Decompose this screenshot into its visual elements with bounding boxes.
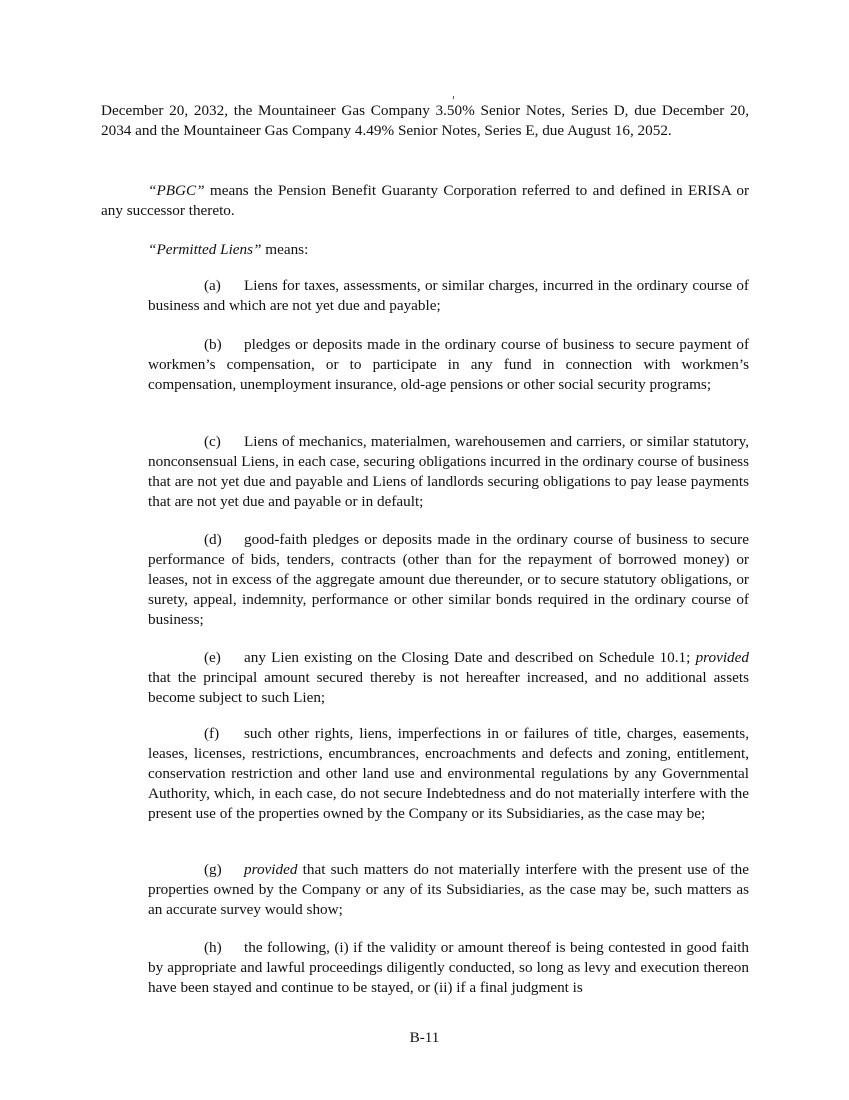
list-item-c [148,432,749,512]
continuation-paragraph: December 20, 2032, the Mountaineer Gas Company 3.50% Senior Notes, Series D, due December 20, 2034 and the Mountaineer Gas Company 4.49% Senior Notes, Series E, due August 16, 2052. [101,102,749,139]
item-label: (g) [204,861,222,878]
item-label: (d) [204,531,222,548]
item-text: good-faith pledges or deposits made in the ordinary course of business to secure performance of bids, tenders, contracts (other than for the repayment of borrowed money) or leases, not in excess of the aggregate amount due thereunder, or to secure statutory obligations, or surety, appeal, indemnity, performance or other similar bonds required in the ordinary course of business; [148,531,749,628]
list-item-h [148,938,749,998]
item-text-continued: that such matters do not materially interfere with the present use of the properties owned by the Company or any of its Subsidiaries, as the case may be, such matters as an accurate survey would show; [148,861,749,918]
page-number: B-11 [409,1029,440,1046]
item-text-continued: that the principal amount secured thereby is not hereafter increased, and no additional assets become subject to such Lien; [148,669,749,706]
item-label: (c) [204,433,221,450]
item-text: any Lien existing on the Closing Date and described on Schedule 10.1; [244,649,696,666]
item-label: (e) [204,649,221,666]
definition-text: means the Pension Benefit Guaranty Corporation referred to and defined in ERISA or any successor thereto. [101,182,749,219]
item-label: (b) [204,336,222,353]
permitted-liens-definition [101,240,749,260]
list-item-g [148,860,749,920]
scan-mark [453,96,454,99]
list-item-a [148,276,749,316]
item-text: pledges or deposits made in the ordinary course of business to secure payment of workmen’s compensation, or to participate in any fund in connection with workmen’s compensation, unemployment insurance, old-age pensions or other social security programs; [148,336,749,393]
item-text: the following, (i) if the validity or amount thereof is being contested in good faith by appropriate and lawful proceedings diligently conducted, so long as levy and execution thereon have been stayed and continue to be stayed, or (ii) if a final judgment is [148,939,749,996]
pbgc-definition [101,181,749,221]
list-item-b [148,335,749,395]
list-item-f [148,724,749,824]
item-italic-word: provided [244,861,298,878]
item-label: (a) [204,277,221,294]
item-label: (h) [204,939,222,956]
item-text: such other rights, liens, imperfections in or failures of title, charges, easements, leases, licenses, restrictions, encumbrances, encroachments and defects and zoning, entitlement, conservation restriction and other land use and environmental regulations by any Governmental Authority, which, in each case, do not secure Indebtedness and do not materially interfere with the present use of the properties owned by the Company or its Subsidiaries, as the case may be; [148,725,749,822]
definition-text: means: [261,241,309,258]
item-text: Liens for taxes, assessments, or similar charges, incurred in the ordinary course of business and which are not yet due and payable; [148,277,749,314]
list-item-e [148,648,749,708]
item-italic-word: provided [695,649,749,666]
item-label: (f) [204,725,220,742]
list-item-d [148,530,749,630]
item-text: Liens of mechanics, materialmen, warehousemen and carriers, or similar statutory, nonconsensual Liens, in each case, securing obligations incurred in the ordinary course of business that are not yet due and payable and Liens of landlords securing obligations to pay lease payments that are not yet due and payable or in default; [148,433,750,510]
defined-term: “PBGC” [148,182,205,199]
defined-term: “Permitted Liens” [148,241,262,258]
